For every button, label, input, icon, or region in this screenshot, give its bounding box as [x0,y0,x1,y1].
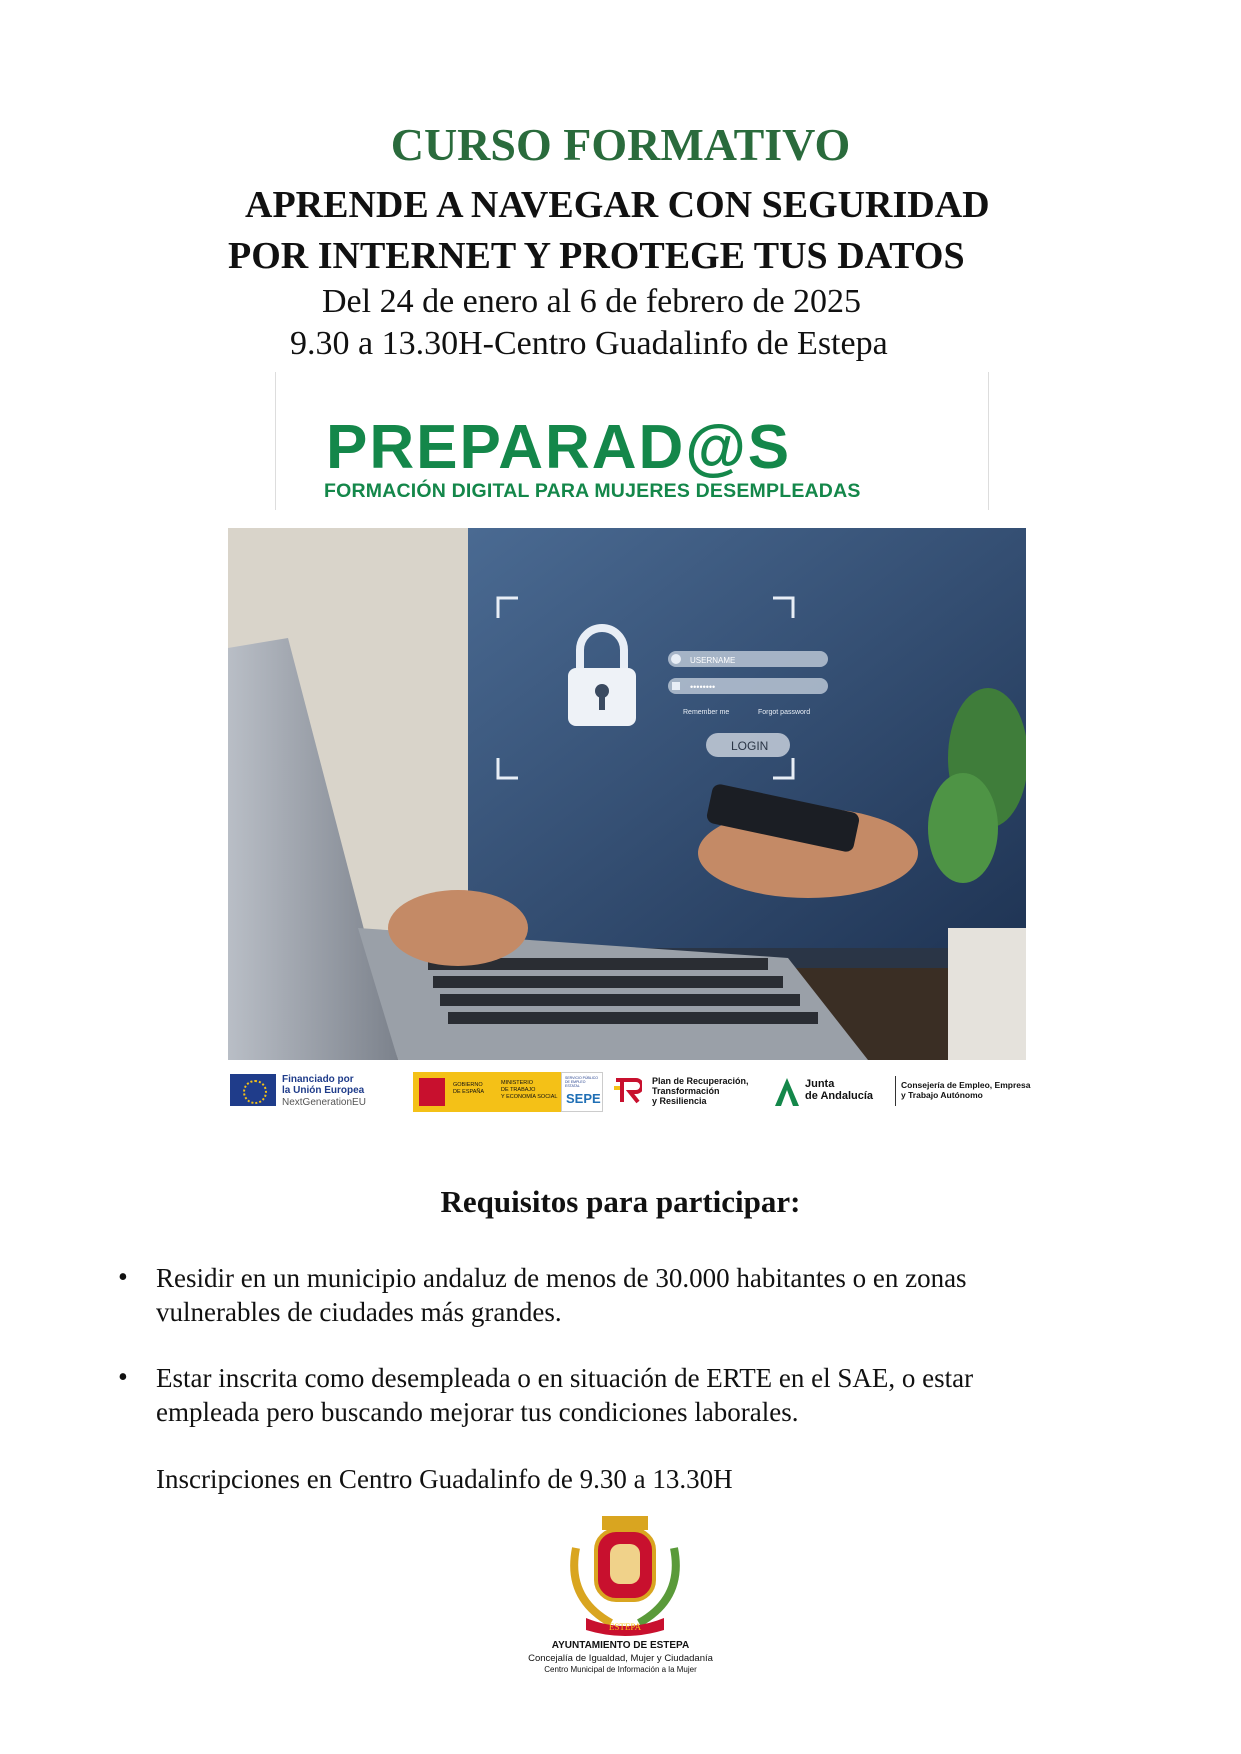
course-schedule: 9.30 a 13.30H-Centro Guadalinfo de Estepa [290,325,888,362]
gobierno-espana-logo [413,1072,603,1112]
consejeria-line1: Consejería de Empleo, Empresa [901,1080,1031,1090]
remember-me-label: Remember me [683,709,730,716]
username-field-label: USERNAME [690,656,736,665]
photo-illustration [228,528,1026,1060]
eu-text-line2: la Unión Europea [282,1085,365,1096]
eu-text-line1: Financiado por [282,1074,354,1085]
bullet-1: • [118,1262,128,1293]
forgot-password-label: Forgot password [758,709,811,716]
footer-dept: Concejalía de Igualdad, Mujer y Ciudadanía [528,1653,713,1664]
requirements-title: Requisitos para participar: [440,1184,801,1219]
course-title-line1: APRENDE A NAVEGAR CON SEGURIDAD [245,184,990,226]
course-kicker: CURSO FORMATIVO [390,119,851,170]
registration-note: Inscripciones en Centro Guadalinfo de 9.30 a 13.30H [156,1464,733,1494]
junta-icon [773,1076,801,1108]
preparadas-logo [275,372,989,510]
junta-line1: Junta [805,1078,835,1090]
eu-flag-icon [230,1074,276,1106]
course-dates: Del 24 de enero al 6 de febrero de 2025 [322,283,862,320]
prtr-icon [614,1076,642,1104]
consejeria-line2: y Trabajo Autónomo [901,1090,983,1100]
ministerio-line2: DE TRABAJO [501,1087,536,1093]
password-field-mask: •••••••• [690,682,716,692]
login-label: LOGIN [731,739,769,753]
sepe-small-text: SERVICIO PÚBLICO DE EMPLEO ESTATAL [565,1076,599,1088]
estepa-crest-icon [566,1508,684,1638]
eu-text-line3: NextGenerationEU [282,1097,366,1108]
logo-tagline: FORMACIÓN DIGITAL PARA MUJERES DESEMPLEADAS [324,480,861,502]
junta-divider [895,1076,896,1106]
prtr-line2: Transformación [652,1086,720,1096]
junta-line2: de Andalucía [805,1090,874,1102]
funders-strip [228,1070,1031,1122]
footer-org: AYUNTAMIENTO DE ESTEPA [551,1640,690,1651]
sepe-logo [561,1072,603,1112]
gobierno-line1: GOBIERNO [453,1082,483,1088]
ministerio-line3: Y ECONOMÍA SOCIAL [501,1094,558,1100]
spain-coat-of-arms-icon [419,1078,445,1106]
crest-ribbon-text: ESTEPA [608,1622,642,1632]
course-title-line2: POR INTERNET Y PROTEGE TUS DATOS [228,235,965,277]
requirement-item-2: Estar inscrita como desempleada o en situación de ERTE en el SAE, o estar empleada pero buscando mejorar tus condiciones laborales. [156,1363,974,1427]
bullet-2: • [118,1362,128,1393]
footer-center: Centro Municipal de Información a la Mujer [544,1665,697,1674]
prtr-line1: Plan de Recuperación, [652,1076,749,1086]
prtr-line3: y Resiliencia [652,1096,707,1106]
gobierno-line2: DE ESPAÑA [453,1089,485,1095]
user-icon [671,654,681,664]
logo-wordmark: PREPARAD@S [326,413,792,482]
sepe-text: SEPE [566,1091,601,1106]
ministerio-line1: MINISTERIO [501,1080,534,1086]
requirement-item-1: Residir en un municipio andaluz de menos de 30.000 habitantes o en zonas vulnerables de ciudades más grandes. [156,1263,967,1327]
key-icon [672,682,680,690]
security-photo [228,528,1026,1060]
